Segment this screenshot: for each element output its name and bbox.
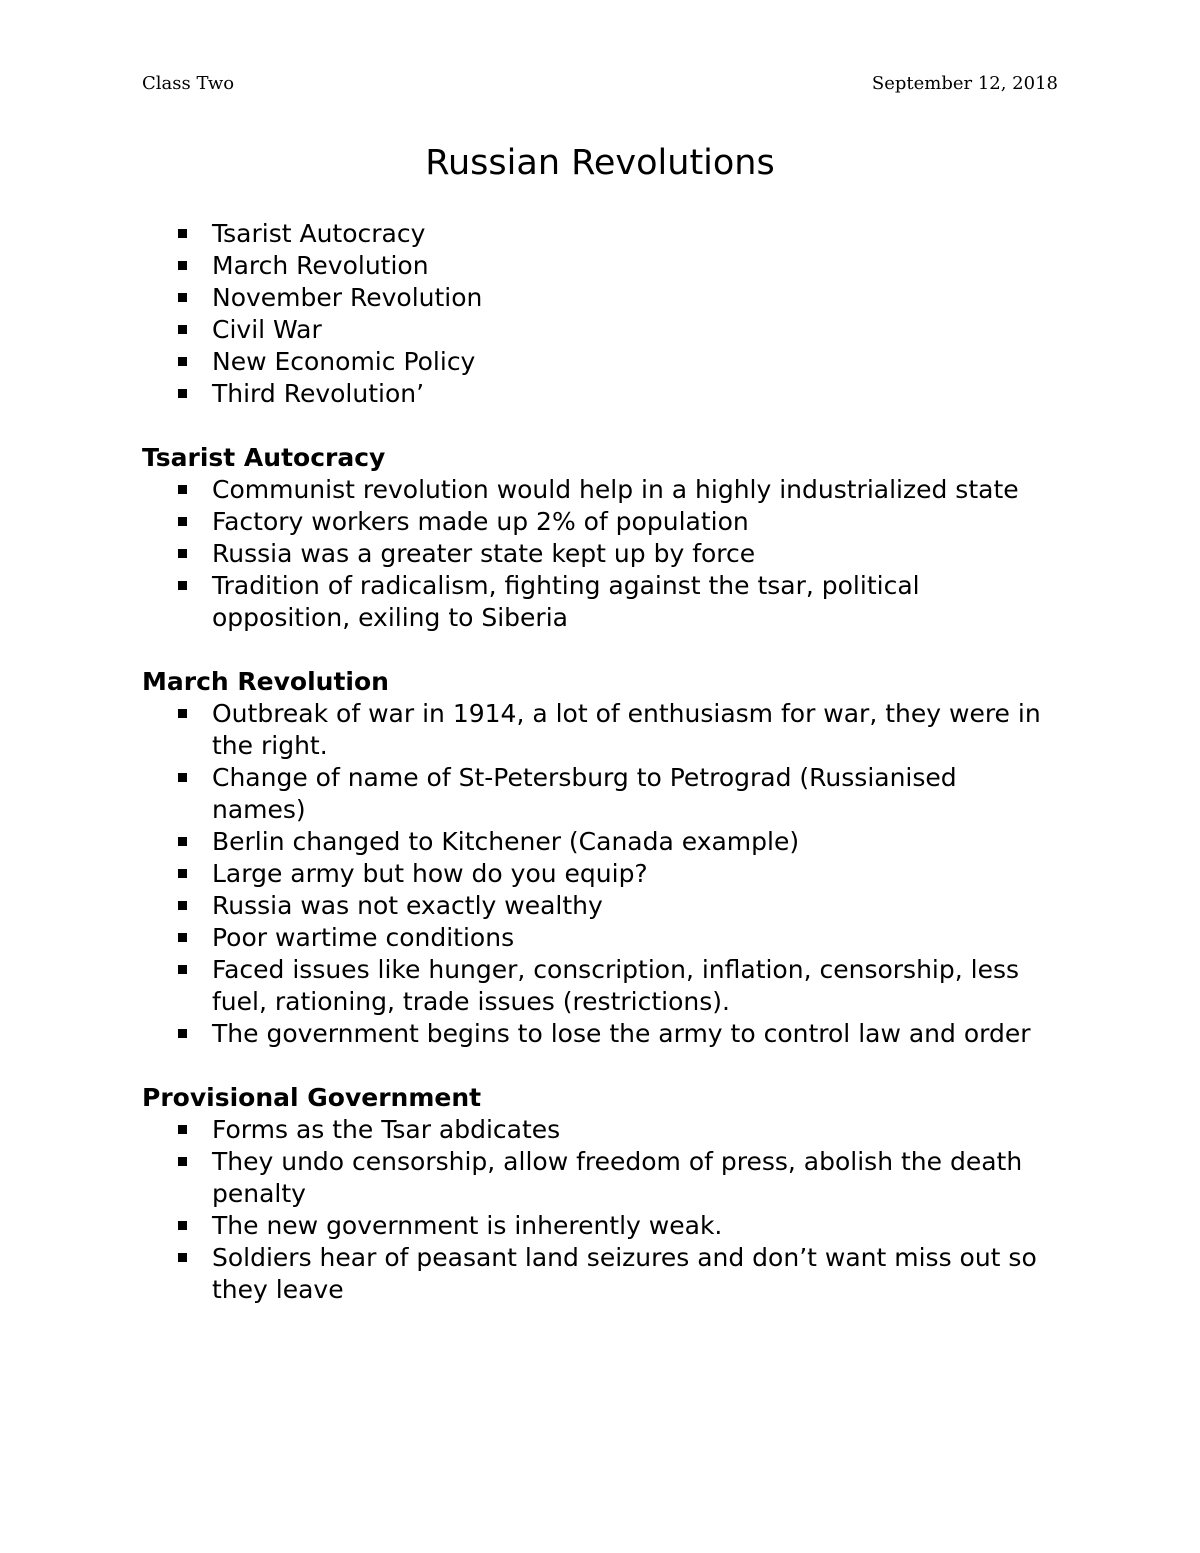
section-list bbox=[142, 474, 1058, 634]
document-body bbox=[142, 218, 1058, 1338]
bullet-icon bbox=[178, 261, 187, 270]
bullet-icon bbox=[178, 901, 187, 910]
list-item bbox=[212, 218, 1058, 250]
list-item bbox=[212, 1146, 1058, 1210]
section-provisional-government bbox=[142, 1082, 1058, 1306]
bullet-icon bbox=[178, 773, 187, 782]
list-item bbox=[212, 474, 1058, 506]
list-item bbox=[212, 890, 1058, 922]
section-heading: March Revolution bbox=[142, 667, 389, 696]
list-item-text: New Economic Policy bbox=[212, 347, 476, 376]
list-item-text: Faced issues like hunger, conscription, inflation, censorship, less fuel, rationing, trade issues (restrictions). bbox=[212, 955, 1019, 1016]
section-heading: Provisional Government bbox=[142, 1083, 482, 1112]
bullet-icon bbox=[178, 325, 187, 334]
list-item-text: Tsarist Autocracy bbox=[212, 219, 426, 248]
list-item-text: Forms as the Tsar abdicates bbox=[212, 1115, 561, 1144]
section-tsarist-autocracy bbox=[142, 442, 1058, 634]
list-item bbox=[212, 538, 1058, 570]
bullet-icon bbox=[178, 581, 187, 590]
list-item bbox=[212, 954, 1058, 1018]
bullet-icon bbox=[178, 293, 187, 302]
list-item bbox=[212, 506, 1058, 538]
list-item-text: The government begins to lose the army to control law and order bbox=[212, 1019, 1031, 1048]
list-item bbox=[212, 826, 1058, 858]
list-item-text: Communist revolution would help in a highly industrialized state bbox=[212, 475, 1019, 504]
list-item-text: Tradition of radicalism, fighting against the tsar, political opposition, exiling to Siberia bbox=[212, 571, 920, 632]
class-label: Class Two bbox=[142, 73, 235, 94]
list-item-text: Third Revolution’ bbox=[212, 379, 425, 408]
bullet-icon bbox=[178, 837, 187, 846]
list-item bbox=[212, 314, 1058, 346]
bullet-icon bbox=[178, 549, 187, 558]
list-item bbox=[212, 1114, 1058, 1146]
page-header bbox=[142, 72, 1058, 96]
list-item bbox=[212, 1018, 1058, 1050]
bullet-icon bbox=[178, 965, 187, 974]
section-heading: Tsarist Autocracy bbox=[142, 443, 386, 472]
bullet-icon bbox=[178, 933, 187, 942]
bullet-icon bbox=[178, 389, 187, 398]
bullet-icon bbox=[178, 709, 187, 718]
list-item-text: Russia was not exactly wealthy bbox=[212, 891, 603, 920]
list-item-text: Factory workers made up 2% of population bbox=[212, 507, 749, 536]
bullet-icon bbox=[178, 1157, 187, 1166]
outline-list bbox=[142, 218, 1058, 410]
bullet-icon bbox=[178, 229, 187, 238]
list-item-text: Civil War bbox=[212, 315, 322, 344]
bullet-icon bbox=[178, 1221, 187, 1230]
list-item-text: Change of name of St-Petersburg to Petrograd (Russianised names) bbox=[212, 763, 957, 824]
section-list bbox=[142, 698, 1058, 1050]
list-item-text: November Revolution bbox=[212, 283, 483, 312]
outline-section bbox=[142, 218, 1058, 410]
bullet-icon bbox=[178, 1029, 187, 1038]
list-item-text: Poor wartime conditions bbox=[212, 923, 515, 952]
document-title: Russian Revolutions bbox=[425, 143, 775, 183]
bullet-icon bbox=[178, 1253, 187, 1262]
list-item-text: Large army but how do you equip? bbox=[212, 859, 648, 888]
bullet-icon bbox=[178, 517, 187, 526]
list-item bbox=[212, 762, 1058, 826]
list-item bbox=[212, 378, 1058, 410]
list-item bbox=[212, 1210, 1058, 1242]
list-item-text: Outbreak of war in 1914, a lot of enthusiasm for war, they were in the right. bbox=[212, 699, 1041, 760]
list-item bbox=[212, 346, 1058, 378]
section-march-revolution bbox=[142, 666, 1058, 1050]
bullet-icon bbox=[178, 485, 187, 494]
list-item bbox=[212, 698, 1058, 762]
list-item-text: Berlin changed to Kitchener (Canada example) bbox=[212, 827, 800, 856]
bullet-icon bbox=[178, 357, 187, 366]
list-item bbox=[212, 282, 1058, 314]
list-item-text: Russia was a greater state kept up by force bbox=[212, 539, 756, 568]
list-item bbox=[212, 858, 1058, 890]
list-item-text: March Revolution bbox=[212, 251, 429, 280]
list-item-text: They undo censorship, allow freedom of press, abolish the death penalty bbox=[212, 1147, 1023, 1208]
list-item bbox=[212, 570, 1058, 634]
list-item bbox=[212, 1242, 1058, 1306]
list-item bbox=[212, 250, 1058, 282]
list-item-text: The new government is inherently weak. bbox=[212, 1211, 723, 1240]
bullet-icon bbox=[178, 1125, 187, 1134]
date-label: September 12, 2018 bbox=[871, 73, 1058, 94]
list-item-text: Soldiers hear of peasant land seizures and don’t want miss out so they leave bbox=[212, 1243, 1037, 1304]
bullet-icon bbox=[178, 869, 187, 878]
list-item bbox=[212, 922, 1058, 954]
section-list bbox=[142, 1114, 1058, 1306]
